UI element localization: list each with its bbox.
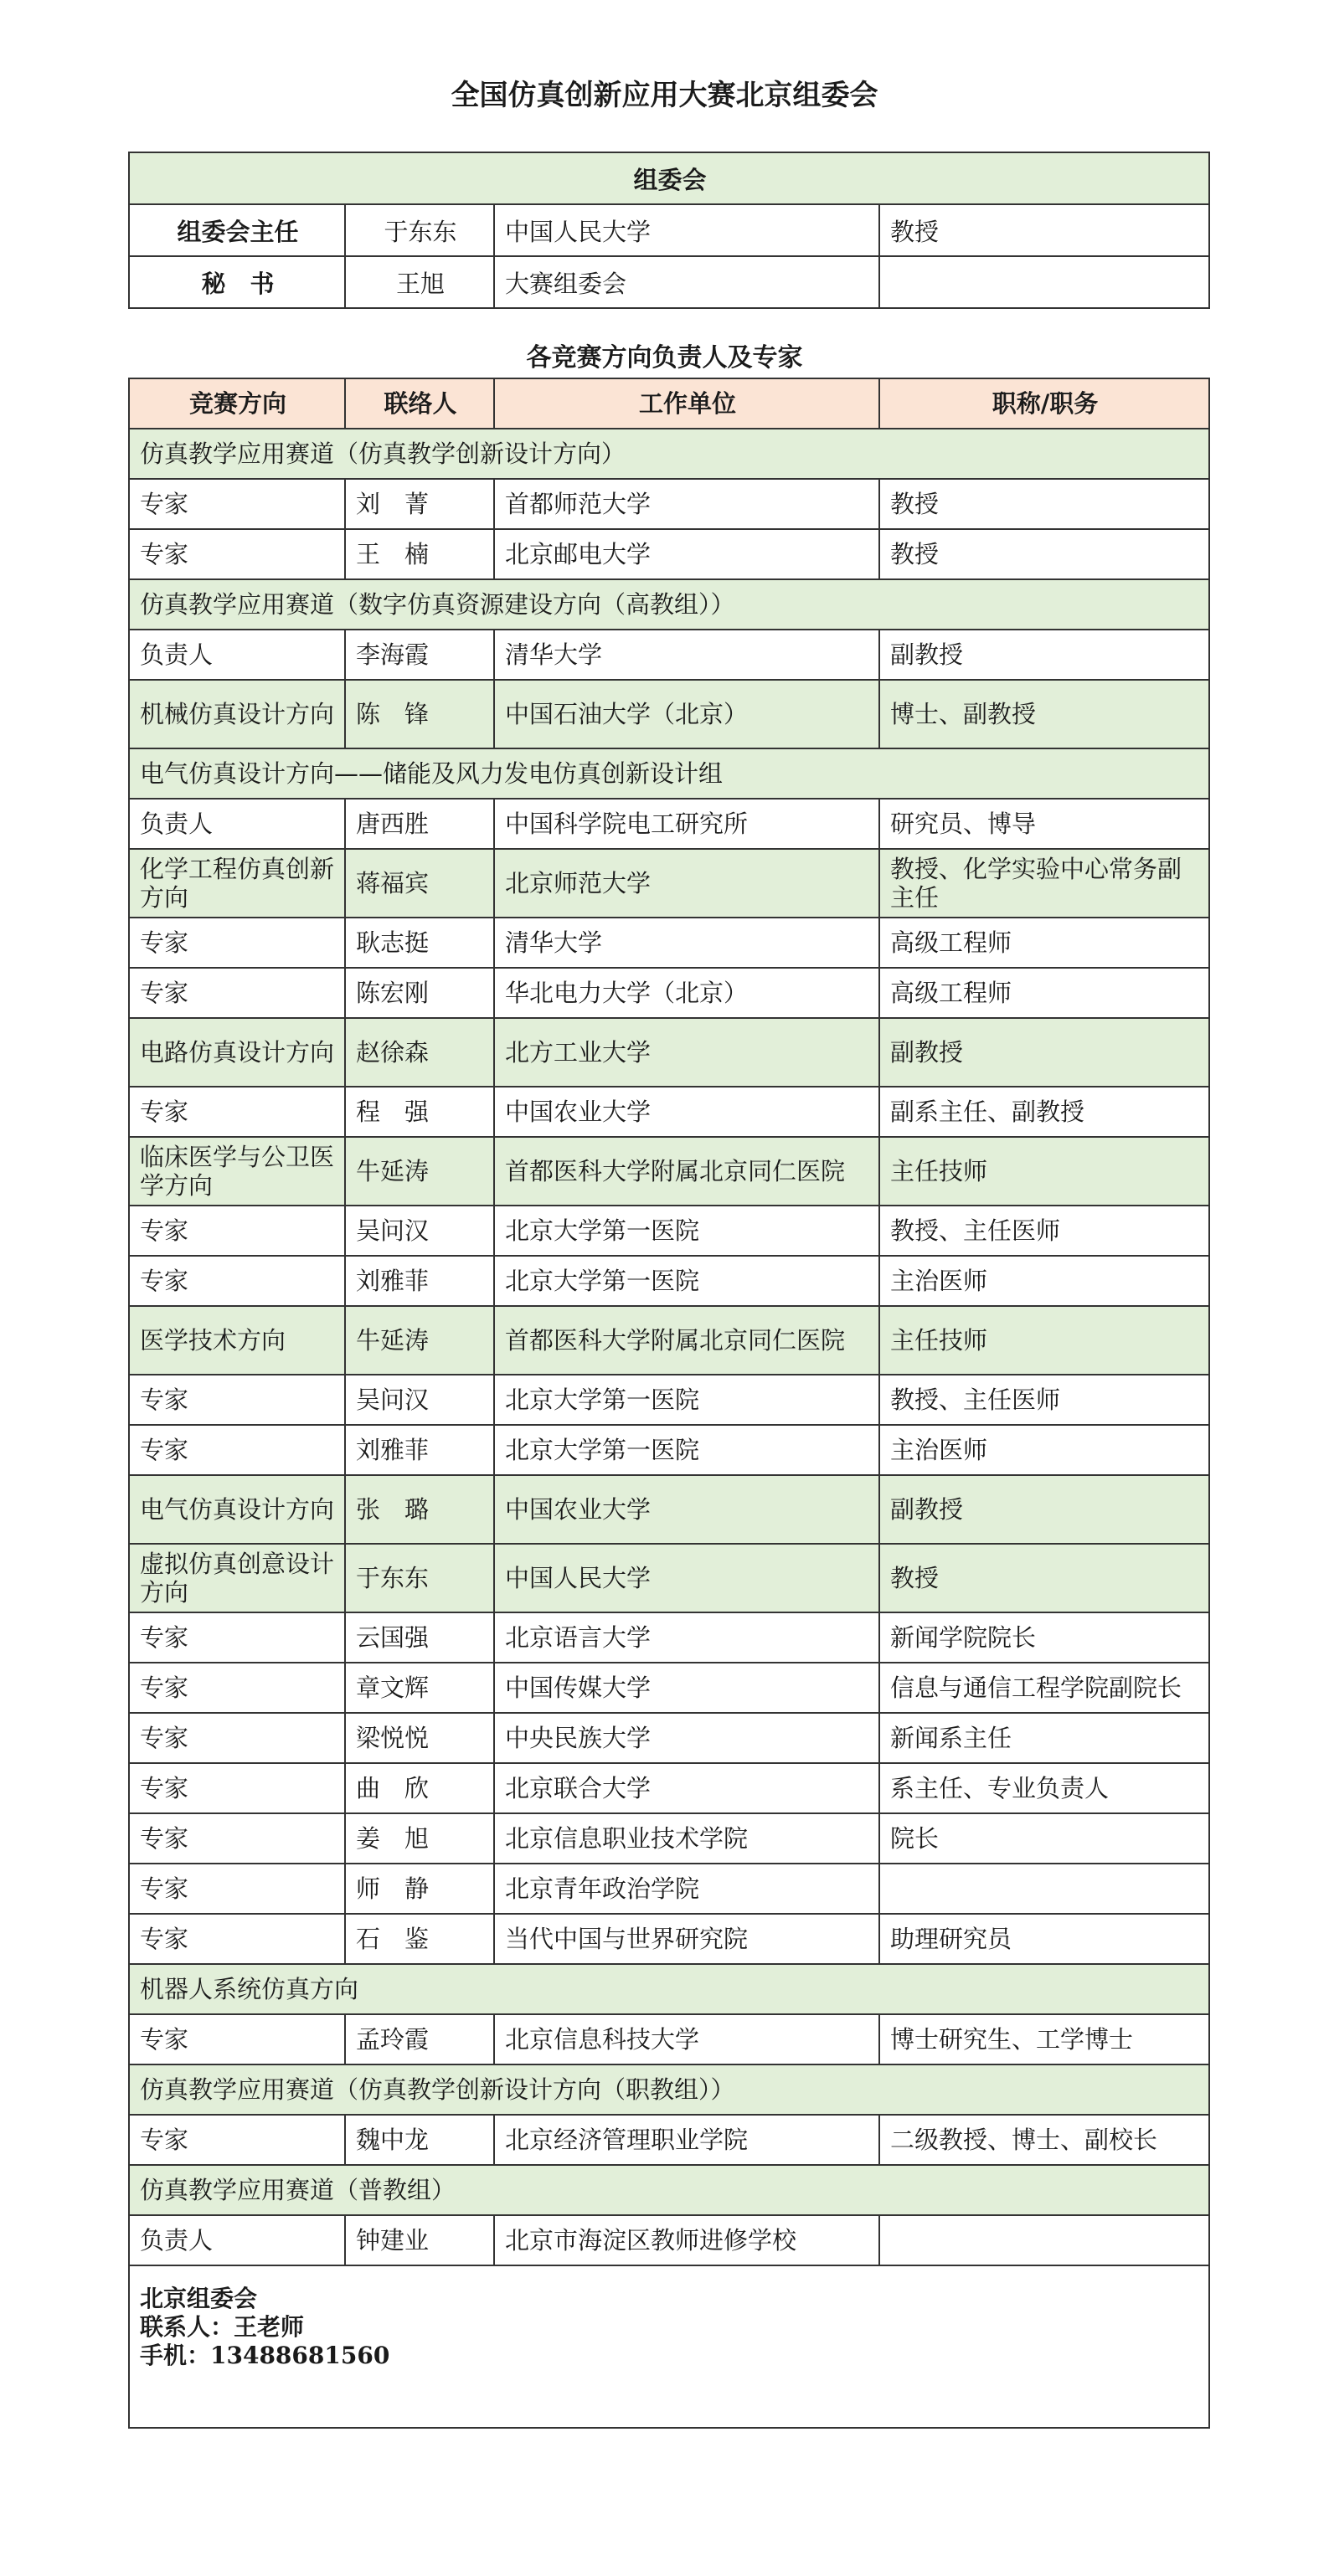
table-row bbox=[129, 1663, 1209, 1713]
title-cell: 副教授 bbox=[879, 1018, 1209, 1087]
direction-cell: 专家 bbox=[129, 968, 345, 1018]
section-title: 仿真教学应用赛道（仿真教学创新设计方向） bbox=[129, 429, 1209, 479]
committee-name: 王旭 bbox=[345, 256, 494, 308]
section-title: 机器人系统仿真方向 bbox=[129, 1964, 1209, 2014]
lead-row bbox=[129, 1475, 1209, 1544]
org-cell: 首都师范大学 bbox=[494, 479, 879, 529]
section-title: 仿真教学应用赛道（普教组） bbox=[129, 2165, 1209, 2215]
column-header-row bbox=[129, 378, 1209, 429]
committee-header: 组委会 bbox=[129, 152, 1209, 204]
lead-row bbox=[129, 1137, 1209, 1206]
table-row bbox=[129, 968, 1209, 1018]
table-row bbox=[129, 799, 1209, 849]
org-cell: 中国农业大学 bbox=[494, 1087, 879, 1137]
direction-cell: 专家 bbox=[129, 1763, 345, 1813]
direction-cell: 专家 bbox=[129, 1813, 345, 1864]
title-cell bbox=[879, 1864, 1209, 1914]
contact-cell: 钟建业 bbox=[345, 2215, 494, 2265]
title-cell: 系主任、专业负责人 bbox=[879, 1763, 1209, 1813]
title-cell: 二级教授、博士、副校长 bbox=[879, 2115, 1209, 2165]
contact-cell: 李海霞 bbox=[345, 630, 494, 680]
title-cell: 主任技师 bbox=[879, 1137, 1209, 1206]
contact-cell: 梁悦悦 bbox=[345, 1713, 494, 1763]
org-cell: 北京联合大学 bbox=[494, 1763, 879, 1813]
table-row bbox=[129, 1425, 1209, 1475]
org-cell: 北京青年政治学院 bbox=[494, 1864, 879, 1914]
table-row bbox=[129, 479, 1209, 529]
table-row bbox=[129, 1612, 1209, 1663]
committee-table bbox=[128, 152, 1210, 309]
title-cell: 副系主任、副教授 bbox=[879, 1087, 1209, 1137]
org-cell: 北京大学第一医院 bbox=[494, 1375, 879, 1425]
lead-row bbox=[129, 1544, 1209, 1612]
org-cell: 北京大学第一医院 bbox=[494, 1256, 879, 1306]
org-cell: 清华大学 bbox=[494, 918, 879, 968]
column-header: 竞赛方向 bbox=[129, 378, 345, 429]
direction-cell: 负责人 bbox=[129, 630, 345, 680]
org-cell: 北京市海淀区教师进修学校 bbox=[494, 2215, 879, 2265]
contact-cell: 章文辉 bbox=[345, 1663, 494, 1713]
org-cell: 北方工业大学 bbox=[494, 1018, 879, 1087]
contact-cell: 蒋福宾 bbox=[345, 849, 494, 918]
org-cell: 中国科学院电工研究所 bbox=[494, 799, 879, 849]
contact-cell: 唐西胜 bbox=[345, 799, 494, 849]
direction-cell: 医学技术方向 bbox=[129, 1306, 345, 1375]
title-cell: 主治医师 bbox=[879, 1256, 1209, 1306]
experts-table bbox=[128, 378, 1210, 2429]
column-header: 职称/职务 bbox=[879, 378, 1209, 429]
column-header: 工作单位 bbox=[494, 378, 879, 429]
table-row bbox=[129, 1375, 1209, 1425]
committee-title bbox=[879, 256, 1209, 308]
title-cell: 主治医师 bbox=[879, 1425, 1209, 1475]
org-cell: 当代中国与世界研究院 bbox=[494, 1914, 879, 1964]
committee-org: 大赛组委会 bbox=[494, 256, 879, 308]
title-cell: 高级工程师 bbox=[879, 918, 1209, 968]
table-row bbox=[129, 1763, 1209, 1813]
table-row bbox=[129, 1087, 1209, 1137]
contact-cell: 王 楠 bbox=[345, 529, 494, 579]
section-row bbox=[129, 2064, 1209, 2115]
contact-cell: 程 强 bbox=[345, 1087, 494, 1137]
section-row bbox=[129, 748, 1209, 799]
title-cell: 博士、副教授 bbox=[879, 680, 1209, 748]
experts-title: 各竞赛方向负责人及专家 bbox=[526, 343, 803, 373]
contact-cell: 吴问汉 bbox=[345, 1375, 494, 1425]
contact-cell: 魏中龙 bbox=[345, 2115, 494, 2165]
contact-cell: 陈宏刚 bbox=[345, 968, 494, 1018]
direction-cell: 专家 bbox=[129, 529, 345, 579]
org-cell: 北京师范大学 bbox=[494, 849, 879, 918]
direction-cell: 负责人 bbox=[129, 2215, 345, 2265]
title-cell: 副教授 bbox=[879, 630, 1209, 680]
contact-cell: 陈 锋 bbox=[345, 680, 494, 748]
title-cell: 博士研究生、工学博士 bbox=[879, 2014, 1209, 2064]
contact-block bbox=[129, 2265, 1209, 2428]
org-cell: 清华大学 bbox=[494, 630, 879, 680]
section-title: 仿真教学应用赛道（数字仿真资源建设方向（高教组）） bbox=[129, 579, 1209, 630]
title-cell: 信息与通信工程学院副院长 bbox=[879, 1663, 1209, 1713]
table-row bbox=[129, 918, 1209, 968]
direction-cell: 专家 bbox=[129, 1663, 345, 1713]
section-row bbox=[129, 429, 1209, 479]
lead-row bbox=[129, 849, 1209, 918]
direction-cell: 专家 bbox=[129, 479, 345, 529]
contact-cell: 刘雅菲 bbox=[345, 1256, 494, 1306]
direction-cell: 专家 bbox=[129, 1256, 345, 1306]
org-cell: 北京大学第一医院 bbox=[494, 1206, 879, 1256]
direction-cell: 负责人 bbox=[129, 799, 345, 849]
section-row bbox=[129, 1964, 1209, 2014]
committee-role: 秘 书 bbox=[129, 256, 345, 308]
org-cell: 北京语言大学 bbox=[494, 1612, 879, 1663]
contact-phone: 手机：13488681560 bbox=[140, 2342, 390, 2369]
org-cell: 中国传媒大学 bbox=[494, 1663, 879, 1713]
table-row bbox=[129, 1206, 1209, 1256]
contact-cell: 吴问汉 bbox=[345, 1206, 494, 1256]
org-cell: 中央民族大学 bbox=[494, 1713, 879, 1763]
table-row bbox=[129, 2115, 1209, 2165]
org-cell: 中国人民大学 bbox=[494, 1544, 879, 1612]
column-header: 联络人 bbox=[345, 378, 494, 429]
committee-role: 组委会主任 bbox=[129, 204, 345, 256]
table-row bbox=[129, 1914, 1209, 1964]
lead-row bbox=[129, 1018, 1209, 1087]
title-cell: 教授、化学实验中心常务副主任 bbox=[879, 849, 1209, 918]
table-row bbox=[129, 1864, 1209, 1914]
direction-cell: 专家 bbox=[129, 1864, 345, 1914]
committee-row bbox=[129, 256, 1209, 308]
contact-person: 联系人：王老师 bbox=[140, 2313, 305, 2341]
table-row bbox=[129, 529, 1209, 579]
table-row bbox=[129, 1713, 1209, 1763]
title-cell: 院长 bbox=[879, 1813, 1209, 1864]
org-cell: 中国石油大学（北京） bbox=[494, 680, 879, 748]
title-cell: 助理研究员 bbox=[879, 1914, 1209, 1964]
section-row bbox=[129, 2165, 1209, 2215]
title-cell: 新闻学院院长 bbox=[879, 1612, 1209, 1663]
direction-cell: 专家 bbox=[129, 1914, 345, 1964]
org-cell: 首都医科大学附属北京同仁医院 bbox=[494, 1306, 879, 1375]
contact-cell: 曲 欣 bbox=[345, 1763, 494, 1813]
direction-cell: 专家 bbox=[129, 1425, 345, 1475]
committee-name: 于东东 bbox=[345, 204, 494, 256]
title-cell: 副教授 bbox=[879, 1475, 1209, 1544]
direction-cell: 电气仿真设计方向 bbox=[129, 1475, 345, 1544]
title-cell: 教授 bbox=[879, 1544, 1209, 1612]
section-title: 仿真教学应用赛道（仿真教学创新设计方向（职教组）） bbox=[129, 2064, 1209, 2115]
direction-cell: 化学工程仿真创新方向 bbox=[129, 849, 345, 918]
title-cell: 新闻系主任 bbox=[879, 1713, 1209, 1763]
direction-cell: 专家 bbox=[129, 1713, 345, 1763]
contact-org: 北京组委会 bbox=[140, 2285, 258, 2312]
org-cell: 北京信息科技大学 bbox=[494, 2014, 879, 2064]
table-row bbox=[129, 1256, 1209, 1306]
table-row bbox=[129, 2215, 1209, 2265]
direction-cell: 电路仿真设计方向 bbox=[129, 1018, 345, 1087]
lead-row bbox=[129, 680, 1209, 748]
direction-cell: 专家 bbox=[129, 1206, 345, 1256]
committee-row bbox=[129, 204, 1209, 256]
org-cell: 北京信息职业技术学院 bbox=[494, 1813, 879, 1864]
contact-cell: 张 璐 bbox=[345, 1475, 494, 1544]
title-cell: 教授 bbox=[879, 479, 1209, 529]
section-title: 电气仿真设计方向——储能及风力发电仿真创新设计组 bbox=[129, 748, 1209, 799]
org-cell: 北京经济管理职业学院 bbox=[494, 2115, 879, 2165]
direction-cell: 专家 bbox=[129, 918, 345, 968]
title-cell bbox=[879, 2215, 1209, 2265]
committee-org: 中国人民大学 bbox=[494, 204, 879, 256]
contact-cell: 石 鉴 bbox=[345, 1914, 494, 1964]
org-cell: 华北电力大学（北京） bbox=[494, 968, 879, 1018]
title-cell: 教授、主任医师 bbox=[879, 1375, 1209, 1425]
direction-cell: 机械仿真设计方向 bbox=[129, 680, 345, 748]
table-row bbox=[129, 630, 1209, 680]
lead-row bbox=[129, 1306, 1209, 1375]
contact-cell: 于东东 bbox=[345, 1544, 494, 1612]
contact-cell: 刘 菁 bbox=[345, 479, 494, 529]
org-cell: 首都医科大学附属北京同仁医院 bbox=[494, 1137, 879, 1206]
title-cell: 教授 bbox=[879, 529, 1209, 579]
contact-cell: 师 静 bbox=[345, 1864, 494, 1914]
contact-cell: 云国强 bbox=[345, 1612, 494, 1663]
title-cell: 教授、主任医师 bbox=[879, 1206, 1209, 1256]
contact-cell: 牛延涛 bbox=[345, 1137, 494, 1206]
title-cell: 研究员、博导 bbox=[879, 799, 1209, 849]
contact-cell: 刘雅菲 bbox=[345, 1425, 494, 1475]
direction-cell: 专家 bbox=[129, 1087, 345, 1137]
direction-cell: 虚拟仿真创意设计方向 bbox=[129, 1544, 345, 1612]
contact-cell: 孟玲霞 bbox=[345, 2014, 494, 2064]
direction-cell: 临床医学与公卫医学方向 bbox=[129, 1137, 345, 1206]
committee-title: 教授 bbox=[879, 204, 1209, 256]
direction-cell: 专家 bbox=[129, 2014, 345, 2064]
org-cell: 北京大学第一医院 bbox=[494, 1425, 879, 1475]
org-cell: 中国农业大学 bbox=[494, 1475, 879, 1544]
section-row bbox=[129, 579, 1209, 630]
direction-cell: 专家 bbox=[129, 1375, 345, 1425]
page-title: 全国仿真创新应用大赛北京组委会 bbox=[451, 79, 878, 112]
title-cell: 主任技师 bbox=[879, 1306, 1209, 1375]
table-row bbox=[129, 2014, 1209, 2064]
org-cell: 北京邮电大学 bbox=[494, 529, 879, 579]
direction-cell: 专家 bbox=[129, 1612, 345, 1663]
title-cell: 高级工程师 bbox=[879, 968, 1209, 1018]
contact-cell: 牛延涛 bbox=[345, 1306, 494, 1375]
table-row bbox=[129, 1813, 1209, 1864]
contact-cell: 耿志挺 bbox=[345, 918, 494, 968]
direction-cell: 专家 bbox=[129, 2115, 345, 2165]
contact-cell: 赵徐森 bbox=[345, 1018, 494, 1087]
contact-cell: 姜 旭 bbox=[345, 1813, 494, 1864]
